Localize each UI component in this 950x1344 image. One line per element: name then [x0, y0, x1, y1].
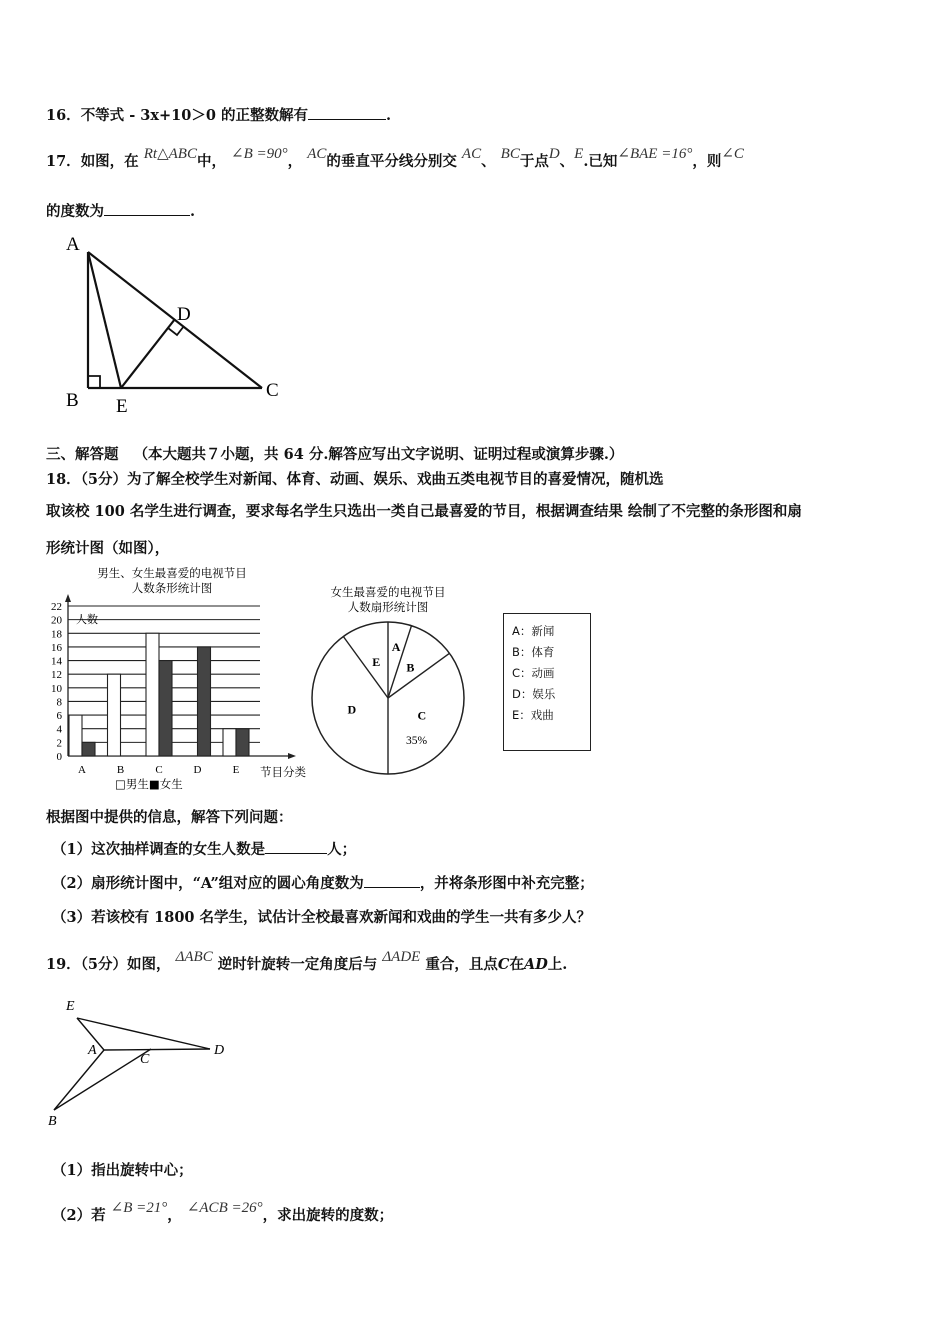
- q17-text: .已知: [583, 153, 618, 170]
- q18-intro: [46, 806, 293, 827]
- q18-text: 根据图中提供的信息，解答下列问题：: [46, 809, 293, 826]
- segment-ed: [77, 1018, 210, 1049]
- label-b: B: [48, 1114, 57, 1129]
- label-e: E: [116, 396, 128, 417]
- legend-item: D：娱乐: [512, 687, 556, 701]
- q18-text: 形统计图（如图），: [46, 540, 170, 557]
- y-tick-label: 16: [51, 641, 62, 654]
- q19-text: 逆时针旋转一定角度后与: [217, 956, 378, 973]
- label-a: A: [88, 1043, 97, 1058]
- question-19: [46, 949, 568, 974]
- q19-text: 上.: [547, 956, 568, 973]
- label-c: C: [140, 1052, 150, 1067]
- legend-item: E：戏曲: [512, 708, 554, 722]
- legend-item: C：动画: [512, 666, 555, 680]
- label-d: D: [214, 1043, 225, 1058]
- pie-slice-label-B: B: [406, 660, 415, 675]
- q17-text: 、: [481, 153, 496, 170]
- q17-math-angle-b: ∠B =90°: [231, 146, 288, 162]
- q16-answer-blank[interactable]: [308, 107, 386, 120]
- label-d: D: [177, 304, 191, 325]
- q17-math-ac: AC: [307, 146, 327, 162]
- q19-score: （5分）: [80, 956, 128, 973]
- q18-text: ，并将条形图中补充完整；: [419, 875, 594, 892]
- q17-math-angle-bae: ∠BAE =16°: [617, 146, 693, 162]
- pie-slice-label-E: E: [372, 654, 381, 669]
- category-label: E: [232, 764, 240, 776]
- section-note: （本大题共７小题，共 64 分.解答应写出文字说明、证明过程或演算步骤.）: [133, 446, 624, 463]
- legend-item: A：新闻: [512, 624, 555, 638]
- q19-text: ，求出旋转的度数；: [262, 1207, 394, 1224]
- right-angle-b: [88, 376, 100, 388]
- q17-text: 、: [559, 153, 575, 170]
- bar-female-E: [236, 729, 249, 756]
- q19-text: 在: [509, 956, 524, 973]
- bar-male-C: [146, 633, 159, 756]
- question-17-line2: [46, 200, 195, 221]
- bar-chart-title: 男生、女生最喜爱的电视节目: [97, 566, 247, 580]
- y-tick-label: 20: [51, 614, 62, 627]
- right-angle-d: [168, 326, 184, 335]
- pie-slice-label-D: D: [347, 702, 357, 717]
- q17-text: 如图，在: [80, 153, 139, 170]
- q18-number: 18．: [46, 471, 81, 488]
- y-tick-label: 4: [56, 723, 62, 736]
- q18-text: （3）若该校有 1800 名学生，试估计全校最喜欢新闻和戏曲的学生一共有多少人？: [52, 909, 592, 926]
- label-b: B: [66, 390, 79, 411]
- segment-ae: [88, 252, 121, 388]
- q16-end: .: [386, 107, 392, 124]
- q19-point-c: C: [497, 956, 510, 973]
- pie-slice-label-A: A: [391, 639, 401, 654]
- q17-text: 中，: [196, 153, 226, 170]
- q16-text: 不等式 - 3x+10＞0 的正整数解有: [80, 107, 308, 124]
- bar-chart: [40, 564, 330, 796]
- y-tick-label: 12: [51, 669, 62, 682]
- bar-chart-ylabel: 人数: [76, 613, 98, 626]
- q19-text: （1）指出旋转中心；: [52, 1162, 193, 1179]
- q19-segment-ad: AD: [523, 956, 548, 973]
- pie-chart-subtitle: 人数扇形统计图: [347, 600, 429, 614]
- segment-bc: [54, 1049, 151, 1110]
- section-title: 三、解答题: [46, 446, 119, 463]
- q17-triangle-figure: [56, 230, 296, 420]
- q17-text: 的度数为: [46, 203, 104, 220]
- q17-math-angle-c: ∠C: [721, 146, 744, 162]
- y-tick-label: 14: [51, 655, 62, 668]
- q18-text: （1）这次抽样调查的女生人数是: [52, 841, 266, 858]
- q17-text: ，: [287, 153, 303, 170]
- section-3-heading: [46, 443, 623, 464]
- q19-math-triangle-ade: ΔADE: [382, 949, 421, 965]
- q18-p2-blank[interactable]: [364, 875, 420, 888]
- q18-text: （2）扇形统计图中，“A”组对应的圆心角度数为: [52, 875, 364, 892]
- question-16: [46, 104, 391, 125]
- q19-text: （2）若: [52, 1207, 106, 1224]
- q18-part3: [52, 906, 591, 927]
- question-18: [46, 468, 664, 489]
- bar-chart-xlabel: 节目分类: [260, 765, 306, 779]
- q19-text: 如图，: [127, 956, 171, 973]
- q17-math-d: D: [548, 146, 560, 162]
- q19-number: 19．: [46, 956, 81, 973]
- bar-female-A: [82, 742, 95, 756]
- q18-text: 取该校 100 名学生进行调查，要求每名学生只选出一类自己最喜爱的节目，根据调查结果 绘制了不完整的条形图和扇: [46, 503, 802, 520]
- y-tick-label: 18: [51, 628, 62, 641]
- pie-slice-label-C: C: [417, 708, 427, 723]
- q19-math-triangle-abc: ΔABC: [175, 949, 213, 965]
- bar-female-C: [159, 661, 172, 756]
- q19-math-angle-b: ∠B =21°: [110, 1200, 168, 1216]
- y-tick-label: 8: [56, 696, 62, 709]
- pie-chart: [300, 580, 480, 780]
- q17-math-rt-triangle: Rt△ABC: [143, 146, 197, 162]
- pie-annotation: 35%: [406, 735, 428, 747]
- question-17: [46, 146, 744, 171]
- q18-p1-blank[interactable]: [265, 841, 327, 854]
- y-axis-arrow: [65, 594, 71, 602]
- label-e: E: [66, 999, 75, 1014]
- label-a: A: [66, 234, 80, 255]
- y-tick-label: 6: [56, 710, 62, 723]
- y-tick-label: 22: [51, 601, 62, 613]
- category-label: D: [193, 764, 202, 776]
- q19-part1: [52, 1159, 193, 1180]
- q18-part2: [52, 872, 594, 893]
- q19-rotation-figure: [44, 992, 244, 1132]
- q17-text: 于点: [519, 153, 549, 170]
- q17-text: ，则: [692, 153, 722, 170]
- q18-text: 人；: [327, 841, 357, 858]
- q17-number: 17．: [46, 153, 81, 170]
- bar-male-B: [108, 674, 121, 756]
- bar-male-A: [69, 715, 82, 756]
- category-label: C: [155, 764, 163, 776]
- q19-text: ，: [167, 1207, 182, 1224]
- segment-ab: [54, 1050, 104, 1110]
- q17-math-e: E: [574, 146, 584, 162]
- q17-answer-blank[interactable]: [104, 203, 190, 216]
- bar-female-D: [198, 647, 211, 756]
- label-c: C: [266, 380, 279, 401]
- legend-item: B：体育: [512, 645, 555, 659]
- y-tick-label: 0: [56, 751, 62, 763]
- bar-chart-legend: □男生■女生: [115, 777, 183, 791]
- q18-line3: [46, 537, 169, 558]
- bar-chart-subtitle: 人数条形统计图: [131, 581, 213, 595]
- category-label: B: [116, 764, 125, 776]
- q17-text: 的垂直平分线分别交: [326, 153, 457, 170]
- category-legend-box: [503, 613, 591, 751]
- q19-part2: [52, 1200, 394, 1225]
- q16-number: 16．: [46, 107, 81, 124]
- category-label: A: [78, 764, 86, 776]
- pie-chart-title: 女生最喜爱的电视节目: [330, 585, 446, 599]
- y-tick-label: 10: [51, 682, 62, 695]
- q19-text: 重合，且点: [425, 956, 498, 973]
- q18-text: 为了解全校学生对新闻、体育、动画、娱乐、戏曲五类电视节目的喜爱情况，随机选: [127, 471, 664, 488]
- q18-line2: [46, 500, 802, 521]
- y-tick-label: 2: [56, 737, 62, 750]
- bar-male-E: [223, 729, 236, 756]
- x-axis-arrow: [288, 753, 296, 759]
- q18-part1: [52, 838, 356, 859]
- q17-math-ac: AC: [461, 146, 482, 162]
- segment-de: [121, 319, 175, 388]
- q18-score: （5分）: [80, 471, 128, 488]
- q17-math-bc: BC: [500, 146, 520, 162]
- q19-math-angle-acb: ∠ACB =26°: [186, 1200, 263, 1216]
- q17-end: .: [190, 203, 196, 220]
